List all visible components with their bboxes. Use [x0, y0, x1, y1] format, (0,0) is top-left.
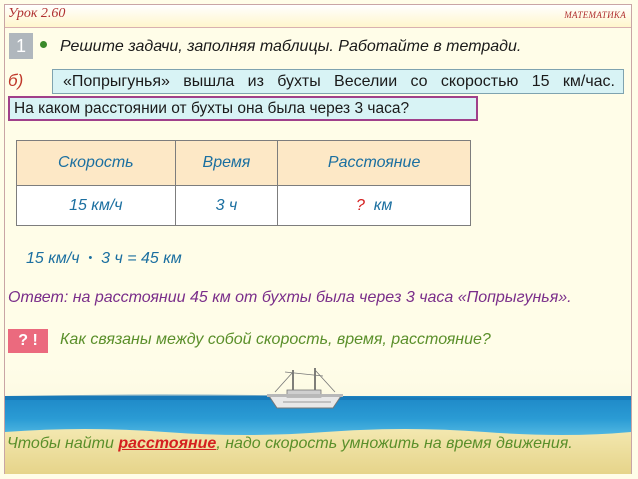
header-time: Время: [175, 141, 278, 186]
task-instruction: Решите задачи, заполняя таблицы. Работайте в тетради.: [60, 38, 522, 55]
problem-line-1: «Попрыгунья» вышла из бухты Веселии со скоростью 15 км/час.: [52, 69, 624, 94]
rule-before: Чтобы найти: [7, 435, 119, 452]
calculation: [26, 250, 182, 268]
distance-unit: км: [373, 196, 393, 214]
lesson-label: Урок 2.60: [8, 6, 66, 21]
unknown-mark: ?: [355, 196, 365, 214]
header-speed: Скорость: [17, 141, 176, 186]
header-band: [5, 5, 631, 27]
multiply-sign: •: [88, 252, 93, 264]
question-badge: ? !: [8, 329, 48, 353]
subject-label: МАТЕМАТИКА: [564, 10, 626, 20]
rule-after: , надо скорость умножить на время движения.: [216, 435, 573, 452]
problem-line-2: На каком расстоянии от бухты она была через 3 часа?: [8, 96, 478, 121]
cell-distance: [278, 186, 471, 226]
rule-highlight: расстояние: [118, 435, 217, 452]
rule-text: [5, 430, 633, 460]
calc-right: 3 ч = 45 км: [101, 250, 182, 267]
data-table: [16, 140, 471, 226]
cell-time: 3 ч: [175, 186, 278, 226]
table-header-row: [17, 141, 471, 186]
cell-speed: 15 км/ч: [17, 186, 176, 226]
question-text: Как связаны между собой скорость, время, расстояние?: [60, 331, 491, 348]
header-divider: [5, 27, 631, 28]
calc-left: 15 км/ч: [26, 250, 80, 267]
task-number: 1: [9, 33, 33, 59]
problem-label: б): [8, 71, 24, 90]
bullet-icon: [40, 41, 47, 48]
answer-text: Ответ: на расстоянии 45 км от бухты была через 3 часа «Попрыгунья».: [8, 289, 572, 306]
header-distance: Расстояние: [278, 141, 471, 186]
table-row: [17, 186, 471, 226]
